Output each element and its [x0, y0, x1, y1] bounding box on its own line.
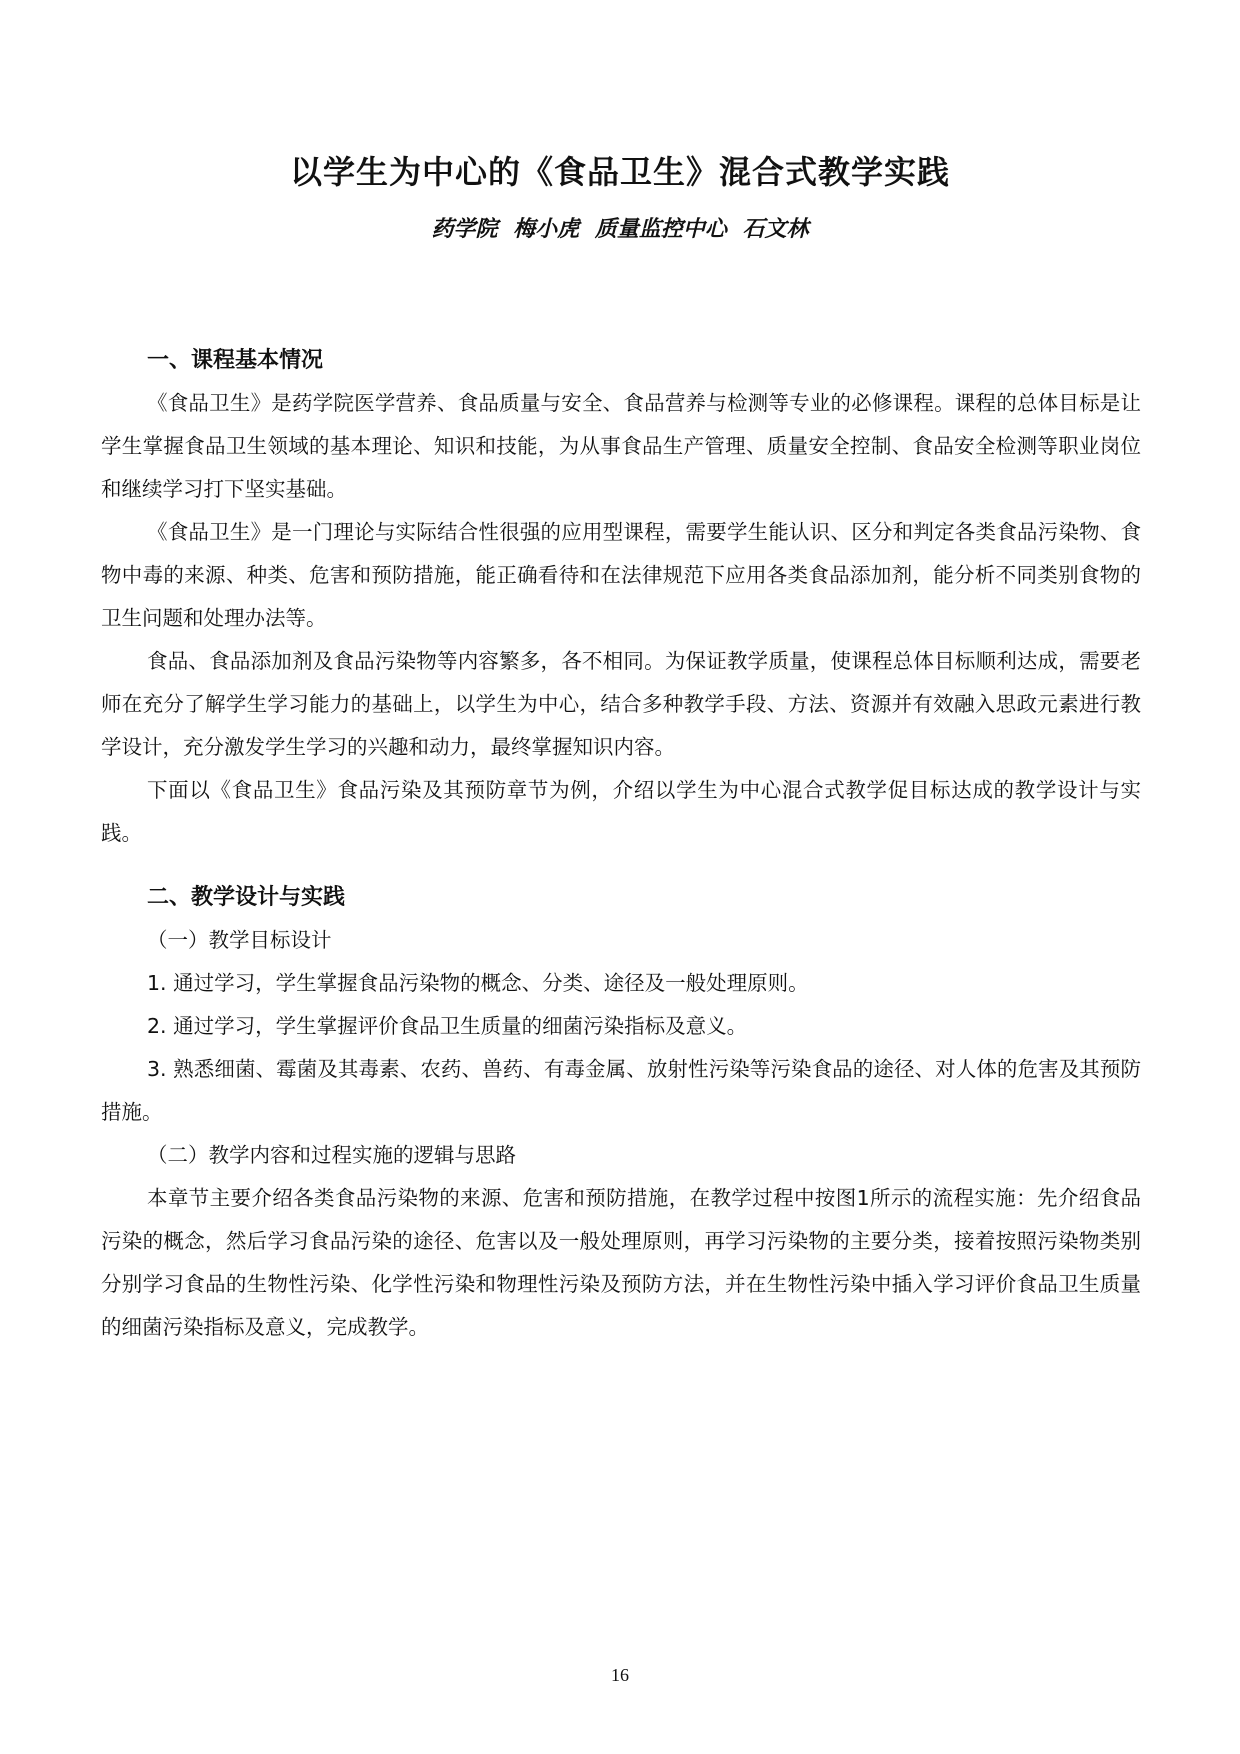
goal-item-3: 3. 熟悉细菌、霉菌及其毒素、农药、兽药、有毒金属、放射性污染等污染食品的途径、对人体的危害及其预防措施。: [101, 1057, 1141, 1124]
goal-item-1: 1. 通过学习，学生掌握食品污染物的概念、分类、途径及一般处理原则。: [147, 971, 809, 995]
section-heading-course-overview: 一、课程基本情况: [147, 348, 324, 373]
document-title: 以学生为中心的《食品卫生》混合式教学实践: [289, 153, 950, 191]
paragraph-teaching-approach: 食品、食品添加剂及食品污染物等内容繁多，各不相同。为保证教学质量，使课程总体目标顺利达成，需要老师在充分了解学生学习能力的基础上，以学生为中心，结合多种教学手段、方法、资源并有效融入思政元素进行教学设计，充分激发学生学习的兴趣和动力，最终掌握知识内容。: [101, 649, 1141, 759]
paragraph-course-nature: 《食品卫生》是一门理论与实际结合性很强的应用型课程，需要学生能认识、区分和判定各类食品污染物、食物中毒的来源、种类、危害和预防措施，能正确看待和在法律规范下应用各类食品添加剂，能分析不同类别食物的卫生问题和处理办法等。: [101, 520, 1141, 630]
document-authors: 药学院 梅小虎 质量监控中心 石文林: [431, 216, 809, 242]
subsection-heading-objectives: （一）教学目标设计: [147, 928, 332, 952]
paragraph-process-flow: 本章节主要介绍各类食品污染物的来源、危害和预防措施，在教学过程中按图1所示的流程实施：先介绍食品污染的概念，然后学习食品污染的途径、危害以及一般处理原则，再学习污染物的主要分类，接着按照污染物类别分别学习食品的生物性污染、化学性污染和物理性污染及预防方法，并在生物性污染中插入学习评价食品卫生质量的细菌污染指标及意义，完成教学。: [101, 1186, 1141, 1339]
paragraph-course-goal: 《食品卫生》是药学院医学营养、食品质量与安全、食品营养与检测等专业的必修课程。课程的总体目标是让学生掌握食品卫生领域的基本理论、知识和技能，为从事食品生产管理、质量安全控制、食品安全检测等职业岗位和继续学习打下坚实基础。: [101, 391, 1141, 501]
paragraph-example-intro: 下面以《食品卫生》食品污染及其预防章节为例，介绍以学生为中心混合式教学促目标达成的教学设计与实践。: [101, 778, 1141, 845]
page-number: 16: [611, 1665, 629, 1685]
subsection-heading-content-logic: （二）教学内容和过程实施的逻辑与思路: [147, 1143, 516, 1167]
section-heading-teaching-design: 二、教学设计与实践: [147, 885, 346, 910]
document-body: [101, 339, 1141, 1349]
goal-item-2: 2. 通过学习，学生掌握评价食品卫生质量的细菌污染指标及意义。: [147, 1014, 748, 1038]
